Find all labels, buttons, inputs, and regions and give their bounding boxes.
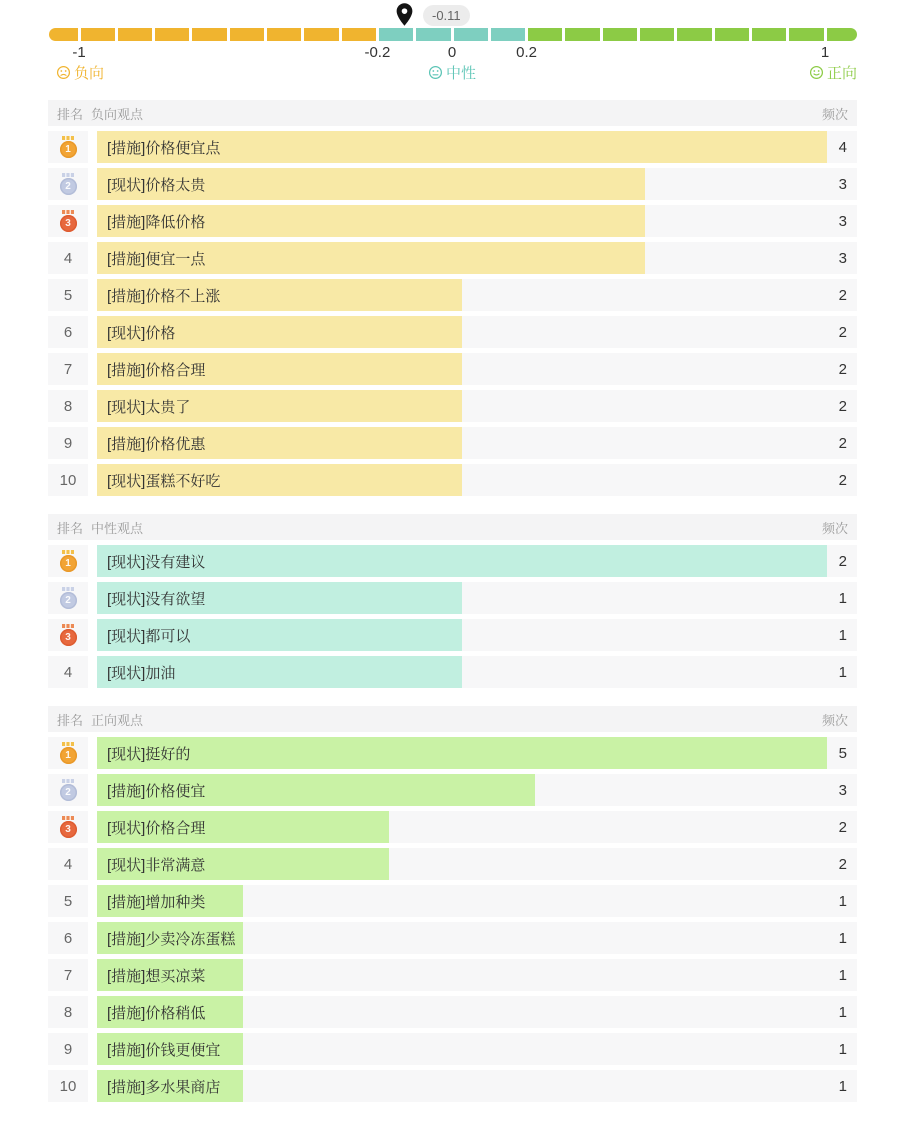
table-row	[48, 774, 857, 806]
bar-track	[97, 353, 857, 385]
sad-face-icon	[56, 65, 71, 80]
rank-cell	[48, 582, 88, 614]
gauge-tick	[749, 28, 752, 41]
gold-medal-icon	[60, 550, 77, 572]
rank-cell	[48, 996, 88, 1028]
table-row	[48, 922, 857, 954]
location-pin-icon	[391, 1, 418, 28]
rank-cell	[48, 279, 88, 311]
rank-cell	[48, 1033, 88, 1065]
table-row	[48, 464, 857, 496]
gold-medal-icon	[60, 136, 77, 158]
frequency-value: 2	[838, 434, 847, 452]
legend-negative-label: 负向	[74, 65, 105, 82]
table-row	[48, 168, 857, 200]
gauge-tick-label: 1	[820, 44, 830, 61]
opinion-label: [措施]价格便宜	[107, 782, 206, 800]
rank-cell	[48, 168, 88, 200]
gauge-bar	[49, 28, 857, 41]
bar-track	[97, 316, 857, 348]
rank-number: 10	[59, 471, 77, 489]
gauge-tick	[189, 28, 192, 41]
opinion-label: [现状]非常满意	[107, 856, 206, 874]
rank-cell	[48, 242, 88, 274]
medal-ribbon	[62, 173, 74, 177]
frequency-value: 1	[838, 1077, 847, 1095]
opinion-label: [措施]价格稍低	[107, 1004, 206, 1022]
opinion-label: [现状]没有欲望	[107, 590, 206, 608]
frequency-value: 1	[838, 892, 847, 910]
bar-track	[97, 656, 857, 688]
rank-number: 5	[63, 892, 73, 910]
gauge-segment-positive	[527, 28, 857, 41]
bar-track	[97, 168, 857, 200]
frequency-value: 1	[838, 929, 847, 947]
rank-cell	[48, 737, 88, 769]
table-row	[48, 1070, 857, 1102]
medal-ribbon	[62, 742, 74, 746]
table-header	[48, 706, 857, 732]
opinion-label: [措施]价钱更便宜	[107, 1041, 221, 1059]
medal-rank-number: 2	[60, 784, 77, 801]
frequency-value: 2	[838, 855, 847, 873]
opinion-label: [现状]都可以	[107, 627, 191, 645]
bar-track	[97, 885, 857, 917]
bar-track	[97, 922, 857, 954]
gauge-tick	[152, 28, 155, 41]
rank-number: 8	[63, 397, 73, 415]
gauge-tick	[264, 28, 267, 41]
frequency-value: 1	[838, 1003, 847, 1021]
opinion-label: [措施]价格便宜点	[107, 139, 221, 157]
gauge-tick	[115, 28, 118, 41]
gauge-tick-label: -1	[72, 44, 86, 61]
legend-neutral-label: 中性	[445, 65, 477, 82]
legend-positive-label: 正向	[826, 65, 857, 82]
rank-number: 4	[63, 855, 73, 873]
gauge-tick	[824, 28, 827, 41]
gauge-tick-label: -0.2	[364, 44, 391, 61]
bronze-medal-icon	[60, 210, 77, 232]
bar-track	[97, 774, 857, 806]
rank-cell	[48, 774, 88, 806]
rank-column-header: 排名	[57, 520, 84, 536]
opinion-label: [措施]价格合理	[107, 361, 206, 379]
frequency-value: 2	[838, 286, 847, 304]
table-row	[48, 619, 857, 651]
legend-neutral	[428, 62, 476, 83]
rank-number: 6	[63, 929, 73, 947]
table-header	[48, 100, 857, 126]
opinion-label: [现状]加油	[107, 664, 176, 682]
opinion-label: [现状]价格	[107, 324, 176, 342]
sentiment-gauge	[0, 0, 907, 100]
bar-track	[97, 427, 857, 459]
rank-cell	[48, 316, 88, 348]
table-row	[48, 242, 857, 274]
medal-rank-number: 2	[60, 592, 77, 609]
frequency-value: 3	[838, 781, 847, 799]
frequency-value: 1	[838, 663, 847, 681]
rank-cell	[48, 205, 88, 237]
frequency-value: 3	[838, 249, 847, 267]
table-row	[48, 848, 857, 880]
opinion-label: [措施]价格不上涨	[107, 287, 221, 305]
opinion-label: [现状]蛋糕不好吃	[107, 472, 221, 490]
opinion-table-negative	[48, 100, 857, 496]
opinion-label: [措施]多水果商店	[107, 1078, 221, 1096]
gauge-segment-negative	[49, 28, 378, 41]
frequency-value: 4	[838, 138, 847, 156]
frequency-value: 2	[838, 397, 847, 415]
gauge-tick	[413, 28, 416, 41]
table-row	[48, 131, 857, 163]
table-row	[48, 353, 857, 385]
table-row	[48, 316, 857, 348]
opinion-column-header: 负向观点	[91, 106, 144, 122]
bar-track	[97, 1033, 857, 1065]
gauge-tick	[301, 28, 304, 41]
medal-rank-number: 3	[60, 821, 77, 838]
rank-cell	[48, 353, 88, 385]
frequency-bar	[97, 737, 827, 769]
rank-cell	[48, 848, 88, 880]
medal-rank-number: 3	[60, 215, 77, 232]
bar-track	[97, 959, 857, 991]
frequency-value: 1	[838, 1040, 847, 1058]
table-row	[48, 996, 857, 1028]
medal-ribbon	[62, 624, 74, 628]
silver-medal-icon	[60, 587, 77, 609]
medal-ribbon	[62, 816, 74, 820]
gauge-tick	[451, 28, 454, 41]
rank-cell	[48, 545, 88, 577]
opinion-label: [现状]价格太贵	[107, 176, 206, 194]
opinion-label: [现状]挺好的	[107, 745, 191, 763]
rank-number: 5	[63, 286, 73, 304]
medal-ribbon	[62, 779, 74, 783]
frequency-value: 3	[838, 212, 847, 230]
bar-track	[97, 545, 857, 577]
medal-rank-number: 2	[60, 178, 77, 195]
silver-medal-icon	[60, 173, 77, 195]
table-row	[48, 1033, 857, 1065]
freq-column-header: 频次	[821, 520, 848, 536]
medal-rank-number: 1	[60, 555, 77, 572]
table-row	[48, 545, 857, 577]
rank-cell	[48, 131, 88, 163]
legend-positive	[809, 62, 857, 83]
table-row	[48, 582, 857, 614]
frequency-value: 2	[838, 818, 847, 836]
gauge-tick	[525, 28, 528, 41]
opinion-label: [措施]价格优惠	[107, 435, 206, 453]
bar-track	[97, 131, 857, 163]
rank-cell	[48, 885, 88, 917]
opinion-label: [措施]降低价格	[107, 213, 206, 231]
bar-track	[97, 242, 857, 274]
silver-medal-icon	[60, 779, 77, 801]
bar-track	[97, 279, 857, 311]
gauge-tick	[786, 28, 789, 41]
opinion-column-header: 正向观点	[91, 712, 144, 728]
rank-number: 7	[63, 966, 73, 984]
table-row	[48, 205, 857, 237]
bar-track	[97, 996, 857, 1028]
gauge-tick	[227, 28, 230, 41]
rank-cell	[48, 959, 88, 991]
bar-track	[97, 848, 857, 880]
table-row	[48, 959, 857, 991]
freq-column-header: 频次	[821, 106, 848, 122]
gauge-axis-labels	[0, 44, 907, 62]
bar-track	[97, 619, 857, 651]
bar-track	[97, 582, 857, 614]
table-header	[48, 514, 857, 540]
gauge-tick	[562, 28, 565, 41]
opinion-label: [现状]太贵了	[107, 398, 191, 416]
gauge-tick-label: 0	[447, 44, 457, 61]
rank-number: 4	[63, 663, 73, 681]
frequency-value: 1	[838, 626, 847, 644]
rank-number: 9	[63, 434, 73, 452]
rank-number: 6	[63, 323, 73, 341]
bar-track	[97, 205, 857, 237]
medal-ribbon	[62, 210, 74, 214]
rank-number: 10	[59, 1077, 77, 1095]
gauge-tick	[637, 28, 640, 41]
gauge-tick-label: 0.2	[516, 44, 538, 61]
table-row	[48, 279, 857, 311]
rank-column-header: 排名	[57, 106, 84, 122]
rank-cell	[48, 619, 88, 651]
rank-cell	[48, 464, 88, 496]
gauge-tick	[376, 28, 379, 41]
rank-number: 9	[63, 1040, 73, 1058]
rank-cell	[48, 390, 88, 422]
frequency-value: 2	[838, 471, 847, 489]
frequency-value: 2	[838, 360, 847, 378]
bar-track	[97, 390, 857, 422]
opinion-label: [现状]价格合理	[107, 819, 206, 837]
medal-rank-number: 3	[60, 629, 77, 646]
opinion-label: [措施]便宜一点	[107, 250, 206, 268]
gauge-tick	[339, 28, 342, 41]
gauge-tick	[712, 28, 715, 41]
bar-track	[97, 1070, 857, 1102]
opinion-label: [措施]少卖冷冻蛋糕	[107, 930, 236, 948]
rank-cell	[48, 656, 88, 688]
frequency-value: 2	[838, 323, 847, 341]
bronze-medal-icon	[60, 816, 77, 838]
medal-ribbon	[62, 587, 74, 591]
freq-column-header: 频次	[821, 712, 848, 728]
rank-column-header: 排名	[57, 712, 84, 728]
gauge-tick	[674, 28, 677, 41]
table-row	[48, 390, 857, 422]
opinion-table-positive	[48, 706, 857, 1102]
bar-track	[97, 811, 857, 843]
rank-cell	[48, 427, 88, 459]
frequency-value: 1	[838, 589, 847, 607]
table-row	[48, 427, 857, 459]
rank-cell	[48, 922, 88, 954]
neutral-face-icon	[428, 65, 443, 80]
bar-track	[97, 464, 857, 496]
happy-face-icon	[809, 65, 824, 80]
opinion-table-neutral	[48, 514, 857, 688]
medal-rank-number: 1	[60, 141, 77, 158]
gauge-tick	[600, 28, 603, 41]
rank-number: 8	[63, 1003, 73, 1021]
medal-rank-number: 1	[60, 747, 77, 764]
medal-ribbon	[62, 550, 74, 554]
opinion-column-header: 中性观点	[91, 520, 144, 536]
rank-number: 7	[63, 360, 73, 378]
frequency-value: 1	[838, 966, 847, 984]
gold-medal-icon	[60, 742, 77, 764]
score-badge: -0.11	[423, 5, 470, 26]
frequency-bar	[97, 545, 827, 577]
bronze-medal-icon	[60, 624, 77, 646]
rank-cell	[48, 811, 88, 843]
frequency-value: 5	[838, 744, 847, 762]
opinion-label: [现状]没有建议	[107, 553, 206, 571]
opinion-label: [措施]增加种类	[107, 893, 206, 911]
opinion-tables	[0, 100, 907, 1102]
rank-number: 4	[63, 249, 73, 267]
table-row	[48, 885, 857, 917]
opinion-label: [措施]想买凉菜	[107, 967, 206, 985]
table-row	[48, 656, 857, 688]
frequency-value: 3	[838, 175, 847, 193]
frequency-value: 2	[838, 552, 847, 570]
gauge-tick	[488, 28, 491, 41]
bar-track	[97, 737, 857, 769]
gauge-tick	[78, 28, 81, 41]
table-row	[48, 811, 857, 843]
rank-cell	[48, 1070, 88, 1102]
legend-negative	[56, 62, 104, 83]
table-row	[48, 737, 857, 769]
medal-ribbon	[62, 136, 74, 140]
